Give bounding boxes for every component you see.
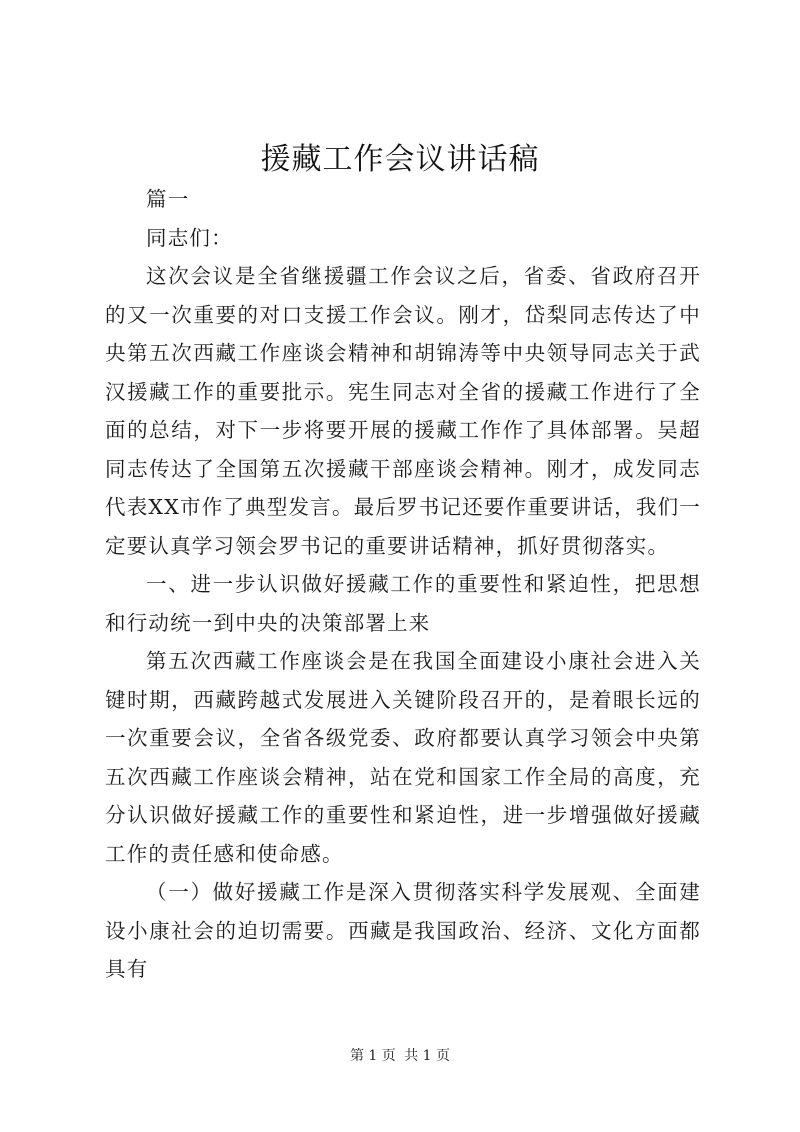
section-heading: 一、进一步认识做好援藏工作的重要性和紧迫性，把思想和行动统一到中央的决策部署上来	[105, 572, 701, 635]
body-paragraph: （一）做好援藏工作是深入贯彻落实科学发展观、全面建设小康社会的迫切需要。西藏是我国政治、经济、文化方面都具有	[105, 880, 701, 981]
document-title: 援藏工作会议讲话稿	[260, 142, 540, 177]
body-paragraph: 第五次西藏工作座谈会是在我国全面建设小康社会进入关键时期，西藏跨越式发展进入关键阶段召开的，是着眼长远的一次重要会议，全省各级党委、政府都要认真学习领会中央第五次西藏工作座谈会精神，站在党和国家工作全局的高度，充分认识做好援藏工作的重要性和紧迫性，进一步增强做好援藏工作的责任感和使命感。	[105, 649, 701, 866]
document-body	[105, 180, 701, 989]
page-footer	[0, 1046, 800, 1066]
body-paragraph: 这次会议是全省继援疆工作会议之后，省委、省政府召开的又一次重要的对口支援工作会议。刚才，岱梨同志传达了中央第五次西藏工作座谈会精神和胡锦涛等中央领导同志关于武汉援藏工作的重要批示。宪生同志对全省的援藏工作进行了全面的总结，对下一步将要开展的援藏工作作了具体部署。吴超同志传达了全国第五次援藏干部座谈会精神。刚才，成发同志代表XX市作了典型发言。最后罗书记还要作重要讲话，我们一定要认真学习领会罗书记的重要讲话精神，抓好贯彻落实。	[105, 264, 701, 558]
section-label: 篇一	[146, 187, 190, 211]
page-number: 第 1 页	[349, 1048, 396, 1064]
page-total: 共 1 页	[404, 1048, 451, 1064]
salutation: 同志们：	[146, 225, 233, 250]
